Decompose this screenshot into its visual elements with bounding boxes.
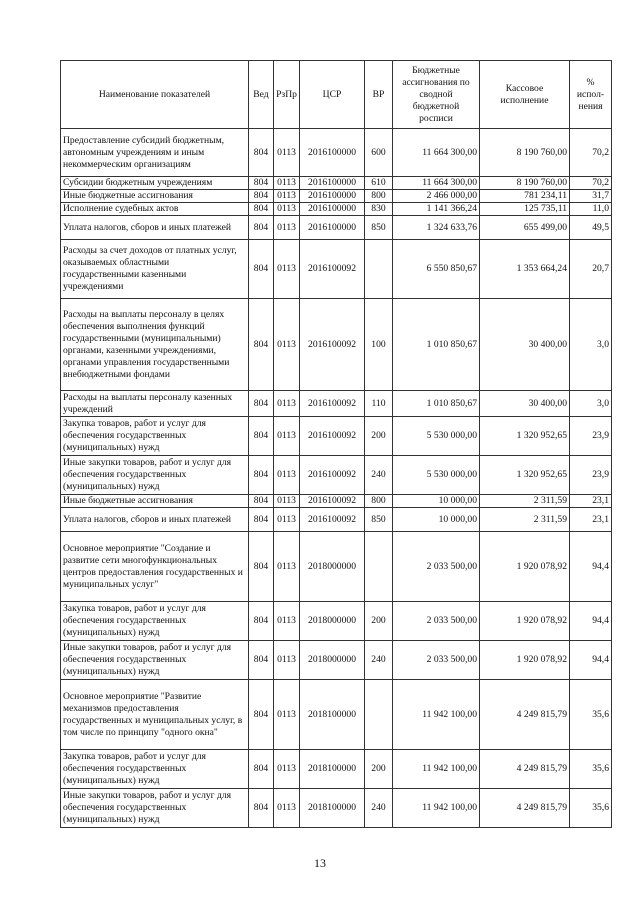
row-assignments: 11 664 300,00 bbox=[393, 177, 480, 190]
row-name: Иные закупки товаров, работ и услуг для обеспечения государственных (муниципальных) нужд bbox=[61, 789, 249, 828]
row-cash-execution: 4 249 815,79 bbox=[480, 789, 570, 828]
row-cash-execution: 1 353 664,24 bbox=[480, 240, 570, 299]
row-rzpr: 0113 bbox=[274, 456, 300, 495]
row-cash-execution: 4 249 815,79 bbox=[480, 750, 570, 789]
row-csr: 2018100000 bbox=[300, 680, 365, 750]
row-percent: 35,6 bbox=[570, 789, 612, 828]
row-cash-execution: 30 400,00 bbox=[480, 391, 570, 417]
row-name: Исполнение судебных актов bbox=[61, 203, 249, 216]
row-assignments: 1 010 850,67 bbox=[393, 299, 480, 391]
row-assignments: 2 466 000,00 bbox=[393, 190, 480, 203]
row-rzpr: 0113 bbox=[274, 177, 300, 190]
row-ved: 804 bbox=[249, 789, 274, 828]
row-assignments: 10 000,00 bbox=[393, 495, 480, 508]
row-percent: 23,9 bbox=[570, 417, 612, 456]
row-rzpr: 0113 bbox=[274, 203, 300, 216]
row-name: Основное мероприятие "Развитие механизмов предоставления государственных и муниципальных услуг, в том числе по принципу "одного окна" bbox=[61, 680, 249, 750]
table-row bbox=[61, 177, 612, 190]
row-ved: 804 bbox=[249, 177, 274, 190]
row-assignments: 11 664 300,00 bbox=[393, 129, 480, 177]
row-percent: 3,0 bbox=[570, 299, 612, 391]
row-rzpr: 0113 bbox=[274, 789, 300, 828]
row-percent: 23,1 bbox=[570, 508, 612, 532]
row-percent: 70,2 bbox=[570, 177, 612, 190]
row-csr: 2018000000 bbox=[300, 602, 365, 641]
row-name: Закупка товаров, работ и услуг для обеспечения государственных (муниципальных) нужд bbox=[61, 602, 249, 641]
row-rzpr: 0113 bbox=[274, 129, 300, 177]
row-csr: 2016100092 bbox=[300, 417, 365, 456]
row-ved: 804 bbox=[249, 417, 274, 456]
row-ved: 804 bbox=[249, 391, 274, 417]
row-ved: 804 bbox=[249, 203, 274, 216]
row-csr: 2018000000 bbox=[300, 532, 365, 602]
row-name: Расходы на выплаты персоналу в целях обеспечения выполнения функций государственными (муниципальными) органами, казенными учреждениями, органами управления государственными внебюджетными фондами bbox=[61, 299, 249, 391]
row-name: Основное мероприятие "Создание и развитие сети многофункциональных центров предоставления государственных и муниципальных услуг" bbox=[61, 532, 249, 602]
row-vr: 200 bbox=[365, 750, 393, 789]
row-name: Иные бюджетные ассигнования bbox=[61, 495, 249, 508]
row-ved: 804 bbox=[249, 216, 274, 240]
table-row bbox=[61, 203, 612, 216]
table-row bbox=[61, 190, 612, 203]
row-assignments: 11 942 100,00 bbox=[393, 680, 480, 750]
table-row bbox=[61, 789, 612, 828]
header-csr: ЦСР bbox=[300, 61, 365, 129]
row-vr bbox=[365, 532, 393, 602]
row-cash-execution: 30 400,00 bbox=[480, 299, 570, 391]
row-csr: 2016100000 bbox=[300, 190, 365, 203]
header-name: Наименование показателей bbox=[61, 61, 249, 129]
row-vr: 830 bbox=[365, 203, 393, 216]
row-rzpr: 0113 bbox=[274, 299, 300, 391]
row-vr: 200 bbox=[365, 417, 393, 456]
row-cash-execution: 8 190 760,00 bbox=[480, 129, 570, 177]
row-csr: 2018000000 bbox=[300, 641, 365, 680]
row-percent: 23,9 bbox=[570, 456, 612, 495]
row-cash-execution: 8 190 760,00 bbox=[480, 177, 570, 190]
header-rzpr: РзПр bbox=[274, 61, 300, 129]
row-percent: 20,7 bbox=[570, 240, 612, 299]
table-row bbox=[61, 129, 612, 177]
row-ved: 804 bbox=[249, 641, 274, 680]
row-percent: 70,2 bbox=[570, 129, 612, 177]
row-rzpr: 0113 bbox=[274, 532, 300, 602]
table-row bbox=[61, 417, 612, 456]
row-assignments: 10 000,00 bbox=[393, 508, 480, 532]
row-vr bbox=[365, 680, 393, 750]
row-cash-execution: 2 311,59 bbox=[480, 495, 570, 508]
table-row bbox=[61, 299, 612, 391]
row-vr: 850 bbox=[365, 216, 393, 240]
row-percent: 94,4 bbox=[570, 602, 612, 641]
row-percent: 49,5 bbox=[570, 216, 612, 240]
row-assignments: 1 010 850,67 bbox=[393, 391, 480, 417]
row-cash-execution: 1 320 952,65 bbox=[480, 417, 570, 456]
row-rzpr: 0113 bbox=[274, 417, 300, 456]
row-name: Расходы на выплаты персоналу казенных учреждений bbox=[61, 391, 249, 417]
row-name: Иные закупки товаров, работ и услуг для обеспечения государственных (муниципальных) нужд bbox=[61, 456, 249, 495]
budget-execution-table bbox=[60, 60, 612, 828]
row-name: Уплата налогов, сборов и иных платежей bbox=[61, 508, 249, 532]
header-cash-execution: Кассовое исполнение bbox=[480, 61, 570, 129]
row-ved: 804 bbox=[249, 508, 274, 532]
row-cash-execution: 655 499,00 bbox=[480, 216, 570, 240]
row-vr: 100 bbox=[365, 299, 393, 391]
table-row bbox=[61, 391, 612, 417]
row-csr: 2016100092 bbox=[300, 456, 365, 495]
row-rzpr: 0113 bbox=[274, 750, 300, 789]
row-rzpr: 0113 bbox=[274, 190, 300, 203]
row-ved: 804 bbox=[249, 602, 274, 641]
row-ved: 804 bbox=[249, 299, 274, 391]
row-ved: 804 bbox=[249, 240, 274, 299]
row-percent: 35,6 bbox=[570, 680, 612, 750]
row-assignments: 2 033 500,00 bbox=[393, 641, 480, 680]
row-vr: 850 bbox=[365, 508, 393, 532]
row-cash-execution: 781 234,11 bbox=[480, 190, 570, 203]
row-rzpr: 0113 bbox=[274, 216, 300, 240]
table-row bbox=[61, 532, 612, 602]
row-vr: 240 bbox=[365, 789, 393, 828]
row-name: Уплата налогов, сборов и иных платежей bbox=[61, 216, 249, 240]
row-cash-execution: 1 920 078,92 bbox=[480, 532, 570, 602]
row-name: Расходы за счет доходов от платных услуг, оказываемых областными государственными казенными учреждениями bbox=[61, 240, 249, 299]
row-cash-execution: 1 320 952,65 bbox=[480, 456, 570, 495]
row-ved: 804 bbox=[249, 190, 274, 203]
row-csr: 2016100092 bbox=[300, 299, 365, 391]
row-percent: 94,4 bbox=[570, 641, 612, 680]
row-cash-execution: 2 311,59 bbox=[480, 508, 570, 532]
table-row bbox=[61, 495, 612, 508]
row-assignments: 11 942 100,00 bbox=[393, 789, 480, 828]
table-row bbox=[61, 602, 612, 641]
row-csr: 2016100092 bbox=[300, 495, 365, 508]
row-percent: 23,1 bbox=[570, 495, 612, 508]
row-vr bbox=[365, 240, 393, 299]
header-ved: Вед bbox=[249, 61, 274, 129]
row-assignments: 2 033 500,00 bbox=[393, 532, 480, 602]
header-vr: ВР bbox=[365, 61, 393, 129]
row-percent: 94,4 bbox=[570, 532, 612, 602]
row-name: Иные бюджетные ассигнования bbox=[61, 190, 249, 203]
row-csr: 2016100000 bbox=[300, 177, 365, 190]
row-rzpr: 0113 bbox=[274, 602, 300, 641]
row-ved: 804 bbox=[249, 495, 274, 508]
row-csr: 2016100092 bbox=[300, 240, 365, 299]
row-name: Предоставление субсидий бюджетным, автономным учреждениям и иным некоммерческим организациям bbox=[61, 129, 249, 177]
page-number: 13 bbox=[314, 856, 326, 870]
row-rzpr: 0113 bbox=[274, 680, 300, 750]
row-vr: 240 bbox=[365, 641, 393, 680]
row-name: Закупка товаров, работ и услуг для обеспечения государственных (муниципальных) нужд bbox=[61, 417, 249, 456]
header-assignments: Бюджетные ассигнования по сводной бюджетной росписи bbox=[393, 61, 480, 129]
row-vr: 110 bbox=[365, 391, 393, 417]
row-ved: 804 bbox=[249, 129, 274, 177]
table-row bbox=[61, 508, 612, 532]
row-assignments: 5 530 000,00 bbox=[393, 417, 480, 456]
table-header-row bbox=[61, 61, 612, 129]
row-vr: 800 bbox=[365, 495, 393, 508]
row-vr: 200 bbox=[365, 602, 393, 641]
row-vr: 800 bbox=[365, 190, 393, 203]
row-cash-execution: 1 920 078,92 bbox=[480, 602, 570, 641]
row-cash-execution: 4 249 815,79 bbox=[480, 680, 570, 750]
table-row bbox=[61, 216, 612, 240]
table-row bbox=[61, 750, 612, 789]
row-ved: 804 bbox=[249, 456, 274, 495]
row-assignments: 5 530 000,00 bbox=[393, 456, 480, 495]
row-ved: 804 bbox=[249, 532, 274, 602]
row-assignments: 1 324 633,76 bbox=[393, 216, 480, 240]
row-rzpr: 0113 bbox=[274, 391, 300, 417]
row-csr: 2016100000 bbox=[300, 203, 365, 216]
row-vr: 610 bbox=[365, 177, 393, 190]
row-rzpr: 0113 bbox=[274, 495, 300, 508]
row-name: Субсидии бюджетным учреждениям bbox=[61, 177, 249, 190]
row-assignments: 1 141 366,24 bbox=[393, 203, 480, 216]
row-csr: 2018100000 bbox=[300, 789, 365, 828]
row-rzpr: 0113 bbox=[274, 508, 300, 532]
row-rzpr: 0113 bbox=[274, 240, 300, 299]
row-rzpr: 0113 bbox=[274, 641, 300, 680]
row-ved: 804 bbox=[249, 750, 274, 789]
row-vr: 600 bbox=[365, 129, 393, 177]
row-percent: 31,7 bbox=[570, 190, 612, 203]
row-assignments: 6 550 850,67 bbox=[393, 240, 480, 299]
row-percent: 3,0 bbox=[570, 391, 612, 417]
row-assignments: 2 033 500,00 bbox=[393, 602, 480, 641]
row-vr: 240 bbox=[365, 456, 393, 495]
row-csr: 2016100000 bbox=[300, 216, 365, 240]
row-name: Закупка товаров, работ и услуг для обеспечения государственных (муниципальных) нужд bbox=[61, 750, 249, 789]
table-row bbox=[61, 240, 612, 299]
row-csr: 2016100000 bbox=[300, 129, 365, 177]
row-csr: 2018100000 bbox=[300, 750, 365, 789]
header-percent-execution: % испол-нения bbox=[570, 61, 612, 129]
row-name: Иные закупки товаров, работ и услуг для обеспечения государственных (муниципальных) нужд bbox=[61, 641, 249, 680]
row-csr: 2016100092 bbox=[300, 391, 365, 417]
row-assignments: 11 942 100,00 bbox=[393, 750, 480, 789]
row-ved: 804 bbox=[249, 680, 274, 750]
row-cash-execution: 125 735,11 bbox=[480, 203, 570, 216]
table-row bbox=[61, 641, 612, 680]
row-percent: 11,0 bbox=[570, 203, 612, 216]
table-row bbox=[61, 680, 612, 750]
row-csr: 2016100092 bbox=[300, 508, 365, 532]
row-cash-execution: 1 920 078,92 bbox=[480, 641, 570, 680]
row-percent: 35,6 bbox=[570, 750, 612, 789]
table-row bbox=[61, 456, 612, 495]
